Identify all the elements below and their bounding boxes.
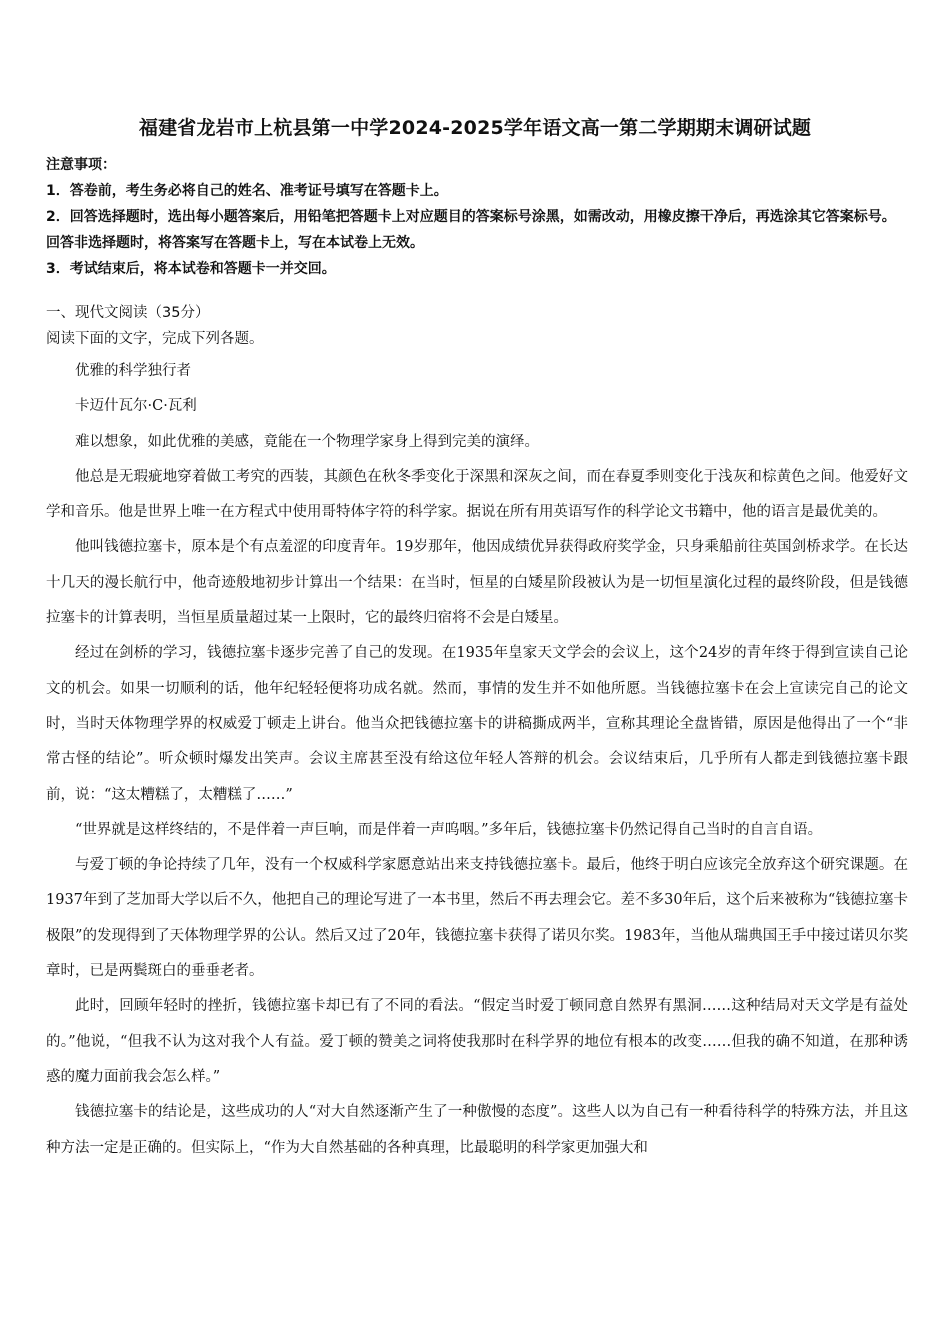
article-author: 卡迈什瓦尔·C·瓦利: [75, 398, 197, 415]
notice-block: [46, 152, 908, 282]
section-instruction: 阅读下面的文字，完成下列各题。: [46, 331, 264, 347]
article-paragraph: 经过在剑桥的学习，钱德拉塞卡逐步完善了自己的发现。在1935年皇家天文学会的会议上，这个24岁的青年终于得到宣读自己论文的机会。如果一切顺利的话，他年纪轻轻便将功成名就。然而，事情的发生并不如他所愿。当钱德拉塞卡在会上宣读完自己的论文时，当时天体物理学界的权威爱丁顿走上讲台。他当众把钱德拉塞卡的讲稿撕成两半，宣称其理论全盘皆错，原因是他得出了一个“非常古怪的结论”。听众顿时爆发出笑声。会议主席甚至没有给这位年轻人答辩的机会。会议结束后，几乎所有人都走到钱德拉塞卡跟前，说：“这太糟糕了，太糟糕了……”: [46, 645, 908, 803]
notice-item: 1．答卷前，考生务必将自己的姓名、准考证号填写在答题卡上。: [46, 183, 448, 199]
article-body: [46, 354, 908, 1166]
notice-item: 3．考试结束后，将本试卷和答题卡一并交回。: [46, 261, 336, 277]
article-title: 优雅的科学独行者: [75, 363, 191, 379]
article-paragraph: 难以想象，如此优雅的美感，竟能在一个物理学家身上得到完美的演绎。: [75, 433, 539, 450]
article-paragraph: 他总是无瑕疵地穿着做工考究的西装，其颜色在秋冬季变化于深黑和深灰之间，而在春夏季则变化于浅灰和棕黄色之间。他爱好文学和音乐。他是世界上唯一在方程式中使用哥特体字符的科学家。据说在所有用英语写作的科学论文书籍中，他的语言是最优美的。: [46, 468, 908, 521]
notice-heading: 注意事项：: [46, 157, 116, 173]
notice-item: 2．回答选择题时，选出每小题答案后，用铅笔把答题卡上对应题目的答案标号涂黑，如需改动，用橡皮擦干净后，再选涂其它答案标号。回答非选择题时，将答案写在答题卡上，写在本试卷上无效。: [46, 209, 896, 251]
exam-title: 福建省龙岩市上杭县第一中学2024-2025学年语文高一第二学期期末调研试题: [138, 117, 812, 139]
article-paragraph: 与爱丁顿的争论持续了几年，没有一个权威科学家愿意站出来支持钱德拉塞卡。最后，他终于明白应该完全放弃这个研究课题。在1937年到了芝加哥大学以后不久，他把自己的理论写进了一本书里，然后不再去理会它。差不多30年后，这个后来被称为“钱德拉塞卡极限”的发现得到了天体物理学界的公认。然后又过了20年，钱德拉塞卡获得了诺贝尔奖。1983年，当他从瑞典国王手中接过诺贝尔奖章时，已是两鬓斑白的垂垂老者。: [46, 857, 908, 980]
article-paragraph: “世界就是这样终结的，不是伴着一声巨响，而是伴着一声呜咽。”多年后，钱德拉塞卡仍然记得自己当时的自言自语。: [75, 821, 823, 838]
section-heading: 一、现代文阅读（35分）: [46, 305, 210, 321]
article-paragraph: 他叫钱德拉塞卡，原本是个有点羞涩的印度青年。19岁那年，他因成绩优异获得政府奖学金，只身乘船前往英国剑桥求学。在长达十几天的漫长航行中，他奇迹般地初步计算出一个结果：在当时，恒星的白矮星阶段被认为是一切恒星演化过程的最终阶段，但是钱德拉塞卡的计算表明，当恒星质量超过某一上限时，它的最终归宿将不会是白矮星。: [46, 539, 908, 627]
section-header: [46, 300, 908, 352]
article-paragraph: 钱德拉塞卡的结论是，这些成功的人“对大自然逐渐产生了一种傲慢的态度”。这些人以为自己有一种看待科学的特殊方法，并且这种方法一定是正确的。但实际上，“作为大自然基础的各种真理，比最聪明的科学家更加强大和: [46, 1104, 908, 1156]
article-paragraph: 此时，回顾年轻时的挫折，钱德拉塞卡却已有了不同的看法。“假定当时爱丁顿同意自然界有黑洞……这种结局对天文学是有益处的。”他说，“但我不认为这对我个人有益。爱丁顿的赞美之词将使我那时在科学界的地位有根本的改变……但我的确不知道，在那种诱惑的魔力面前我会怎么样。”: [46, 998, 908, 1085]
